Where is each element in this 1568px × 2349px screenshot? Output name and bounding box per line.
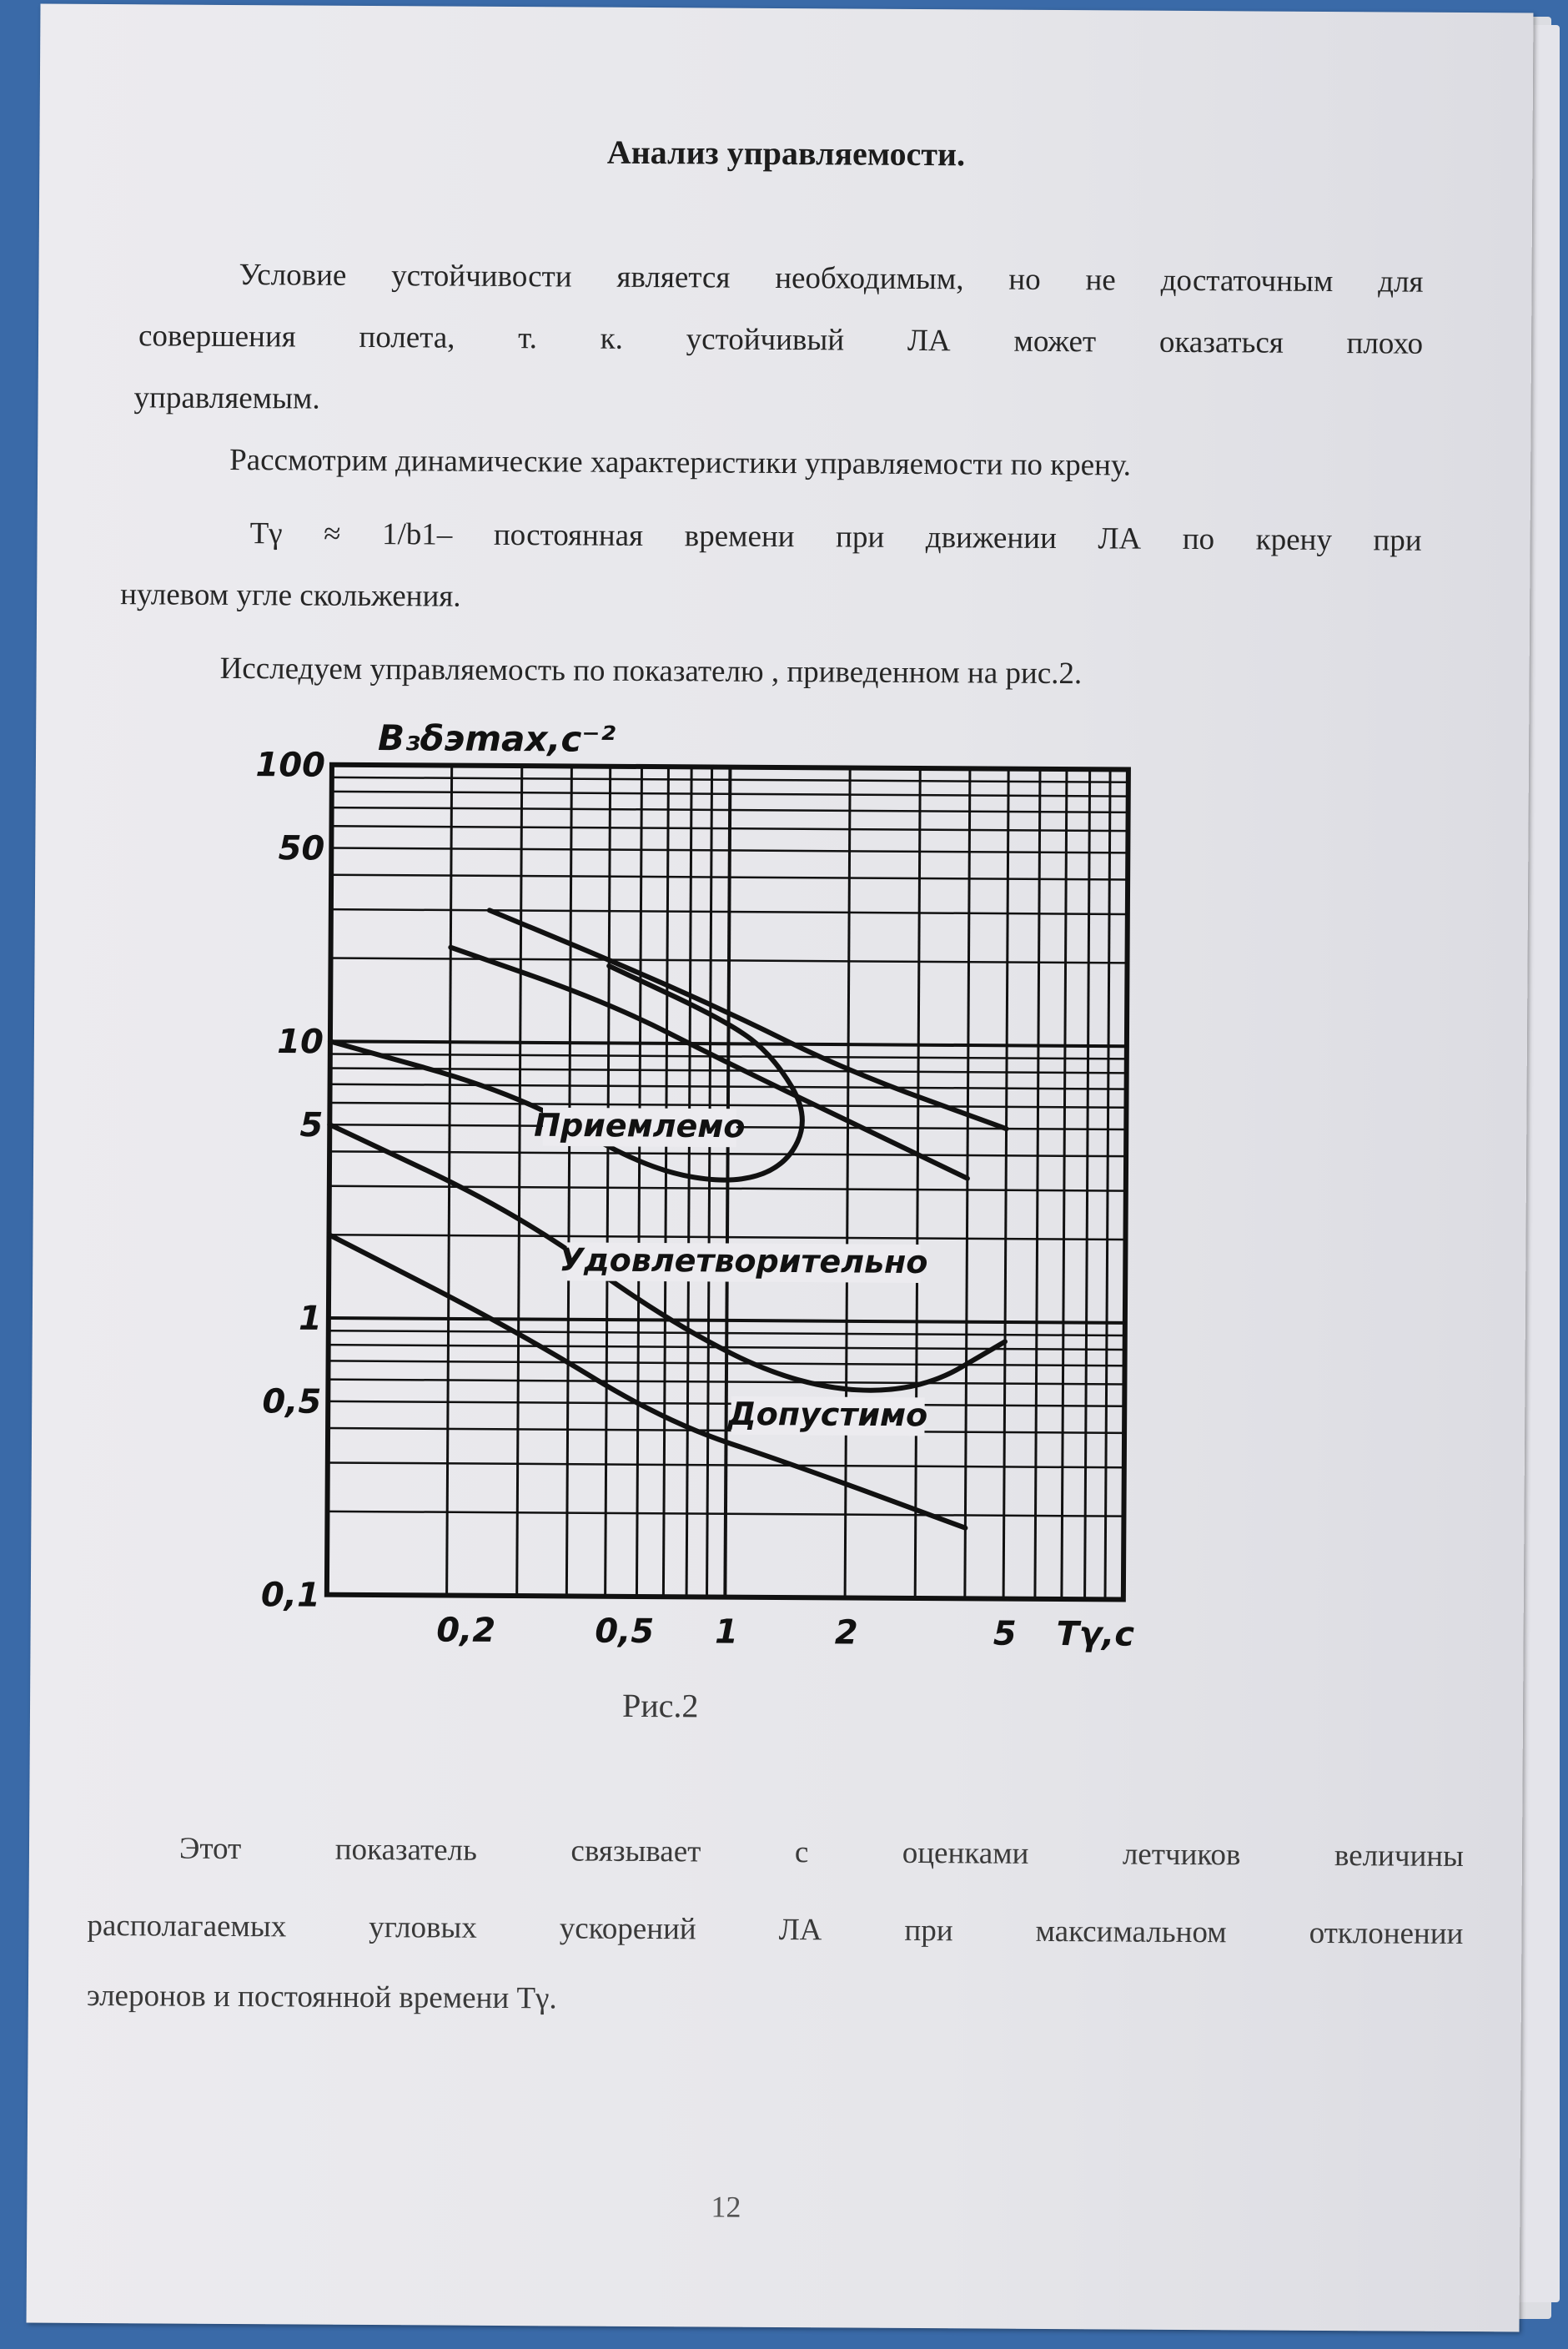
paragraph-3-line-2: нулевом угле скольжения. xyxy=(120,577,461,614)
region-label: Удовлетворительно xyxy=(559,1241,928,1281)
grid-line-vertical xyxy=(1035,769,1040,1599)
grid-line-vertical xyxy=(845,768,850,1598)
x-tick-label: 2 xyxy=(834,1613,858,1652)
grid-line-vertical xyxy=(1085,769,1090,1599)
grid-line-vertical xyxy=(606,767,611,1597)
y-tick-label: 0,5 xyxy=(262,1382,322,1421)
page-number: 12 xyxy=(711,2190,741,2224)
region-label: Приемлемо xyxy=(534,1106,746,1145)
page-title: Анализ управляемости. xyxy=(606,133,966,174)
grid-line-vertical xyxy=(663,767,668,1597)
region-label: Допустимо xyxy=(727,1395,928,1434)
roll-control-chart xyxy=(197,706,1187,1704)
y-tick-label: 100 xyxy=(255,746,326,785)
paragraph-5-line-1: Этот показатель связывает с оценками летчиков величины xyxy=(178,1831,1465,1874)
document-page xyxy=(27,4,1534,2332)
paragraph-5-line-3: элеронов и постоянной времени Tγ. xyxy=(86,1978,557,2016)
y-tick-label: 50 xyxy=(278,829,325,868)
figure-caption: Рис.2 xyxy=(621,1686,699,1725)
boundary-curve-1 xyxy=(488,910,1008,1129)
paragraph-4: Исследуем управляемость по показателю , приведенном на рис.2. xyxy=(219,651,1083,692)
x-tick-label: 0,2 xyxy=(436,1611,496,1650)
y-tick-label: 10 xyxy=(277,1022,324,1062)
y-axis-label: B₃δэmax,c⁻² xyxy=(377,717,616,760)
x-axis-label: Tγ,c xyxy=(1056,1615,1135,1654)
y-tick-label: 1 xyxy=(298,1299,323,1338)
boundary-curve-3 xyxy=(329,964,803,1180)
grid-line-vertical xyxy=(707,767,712,1597)
grid-line-vertical xyxy=(915,768,920,1598)
grid-line-vertical xyxy=(517,766,522,1596)
paragraph-2: Рассмотрим динамические характеристики управляемости по крену. xyxy=(229,442,1132,483)
grid-line-vertical xyxy=(1003,769,1008,1599)
grid-line-vertical xyxy=(965,768,970,1598)
paragraph-5-line-2: располагаемых угловых ускорений ЛА при максимальном отклонении xyxy=(87,1908,1464,1952)
grid-line-vertical xyxy=(686,767,691,1597)
paragraph-1-line-3: управляемым. xyxy=(133,380,320,416)
y-tick-label: 0,1 xyxy=(260,1576,320,1615)
grid-line-vertical xyxy=(1062,769,1067,1599)
paragraph-1-line-1: Условие устойчивости является необходимым, но не достаточным для xyxy=(239,258,1424,299)
x-tick-label: 5 xyxy=(993,1614,1017,1653)
x-tick-label: 0,5 xyxy=(595,1612,655,1652)
chart-figure xyxy=(197,706,1187,1704)
paragraph-3-line-1: Tγ ≈ 1/b1– постоянная времени при движении ЛА по крену при xyxy=(249,516,1422,558)
x-tick-label: 1 xyxy=(714,1612,739,1652)
y-tick-label: 5 xyxy=(299,1105,324,1145)
grid-line-vertical xyxy=(636,767,641,1597)
grid-line-vertical xyxy=(1105,769,1110,1599)
paragraph-1-line-2: совершения полета, т. к. устойчивый ЛА может оказаться плохо xyxy=(138,319,1424,361)
grid-line-vertical xyxy=(566,766,571,1596)
